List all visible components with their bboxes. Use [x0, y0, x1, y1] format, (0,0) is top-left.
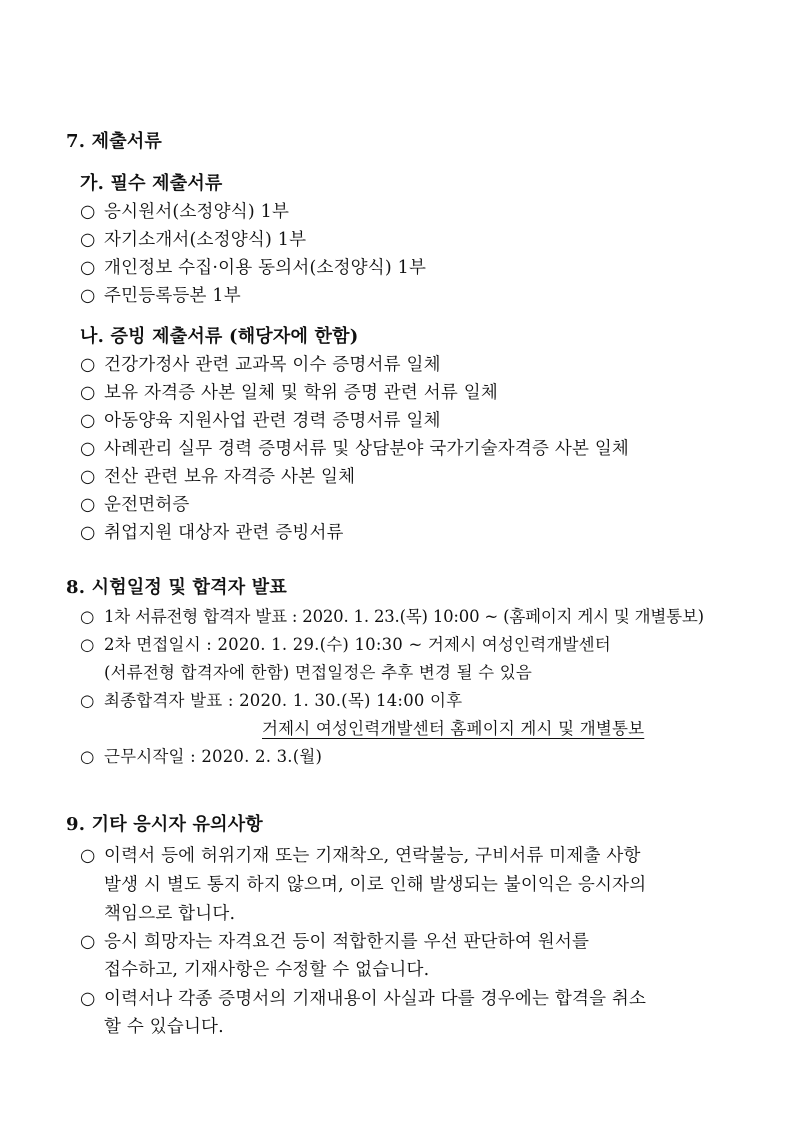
- bullet-icon: ○: [80, 467, 96, 487]
- list-item: ○ 이력서 등에 허위기재 또는 기재착오, 연락불능, 구비서류 미제출 사항: [80, 846, 641, 866]
- section-9-title: 9. 기타 응시자 유의사항: [66, 814, 263, 835]
- bullet-icon: ○: [80, 495, 96, 515]
- section-8-title: 8. 시험일정 및 합격자 발표: [66, 577, 287, 598]
- subsection-na-title: 나. 증빙 제출서류 (해당자에 한함): [80, 326, 359, 347]
- list-item: ○ 응시원서(소정양식) 1부: [80, 202, 290, 222]
- list-item-continuation: 할 수 있습니다.: [104, 1017, 224, 1037]
- list-item-continuation: 발생 시 별도 통지 하지 않으며, 이로 인해 발생되는 불이익은 응시자의: [104, 875, 647, 895]
- list-item: ○ 아동양육 지원사업 관련 경력 증명서류 일체: [80, 411, 441, 431]
- bullet-icon: ○: [80, 989, 96, 1009]
- bullet-icon: ○: [80, 846, 96, 866]
- list-item-continuation: 책임으로 합니다.: [104, 904, 236, 924]
- bullet-icon: ○: [80, 635, 95, 654]
- bullet-icon: ○: [80, 607, 95, 626]
- bullet-icon: ○: [80, 411, 96, 431]
- list-item: ○ 자기소개서(소정양식) 1부: [80, 230, 307, 250]
- list-item: ○ 응시 희망자는 자격요건 등이 적합한지를 우선 판단하여 원서를: [80, 932, 590, 952]
- bullet-icon: ○: [80, 691, 95, 710]
- bullet-icon: ○: [80, 523, 96, 543]
- bullet-icon: ○: [80, 439, 96, 459]
- bullet-icon: ○: [80, 932, 96, 952]
- bullet-icon: ○: [80, 383, 96, 403]
- bullet-icon: ○: [80, 286, 96, 306]
- bullet-icon: ○: [80, 258, 96, 278]
- list-item: ○ 근무시작일 : 2020. 2. 3.(월): [80, 747, 323, 766]
- list-item: ○ 이력서나 각종 증명서의 기재내용이 사실과 다를 경우에는 합격을 취소: [80, 989, 647, 1009]
- list-item: ○ 1차 서류전형 합격자 발표 : 2020. 1. 23.(목) 10:00 ~ (홈페이지 게시 및 개별통보): [80, 607, 704, 626]
- list-item: ○ 2차 면접일시 : 2020. 1. 29.(수) 10:30 ~ 거제시 여성인력개발센터: [80, 635, 611, 654]
- list-item: ○ 개인정보 수집·이용 동의서(소정양식) 1부: [80, 258, 427, 278]
- bullet-icon: ○: [80, 230, 96, 250]
- list-item-continuation: 접수하고, 기재사항은 수정할 수 없습니다.: [104, 960, 430, 980]
- list-item: ○ 취업지원 대상자 관련 증빙서류: [80, 523, 344, 543]
- list-item-note: 거제시 여성인력개발센터 홈페이지 게시 및 개별통보: [262, 719, 645, 738]
- list-item: ○ 운전면허증: [80, 495, 190, 515]
- bullet-icon: ○: [80, 747, 95, 766]
- list-item: ○ 보유 자격증 사본 일체 및 학위 증명 관련 서류 일체: [80, 383, 498, 403]
- bullet-icon: ○: [80, 355, 96, 375]
- list-item: ○ 사례관리 실무 경력 증명서류 및 상담분야 국가기술자격증 사본 일체: [80, 439, 630, 459]
- list-item: ○ 전산 관련 보유 자격증 사본 일체: [80, 467, 356, 487]
- bullet-icon: ○: [80, 202, 96, 222]
- subsection-ga-title: 가. 필수 제출서류: [80, 173, 223, 194]
- list-item: ○ 최종합격자 발표 : 2020. 1. 30.(목) 14:00 이후: [80, 691, 463, 710]
- list-item: ○ 주민등록등본 1부: [80, 286, 241, 306]
- section-7-title: 7. 제출서류: [66, 131, 163, 152]
- list-item: ○ 건강가정사 관련 교과목 이수 증명서류 일체: [80, 355, 441, 375]
- list-item-note: (서류전형 합격자에 한함) 면접일정은 추후 변경 될 수 있음: [104, 663, 533, 682]
